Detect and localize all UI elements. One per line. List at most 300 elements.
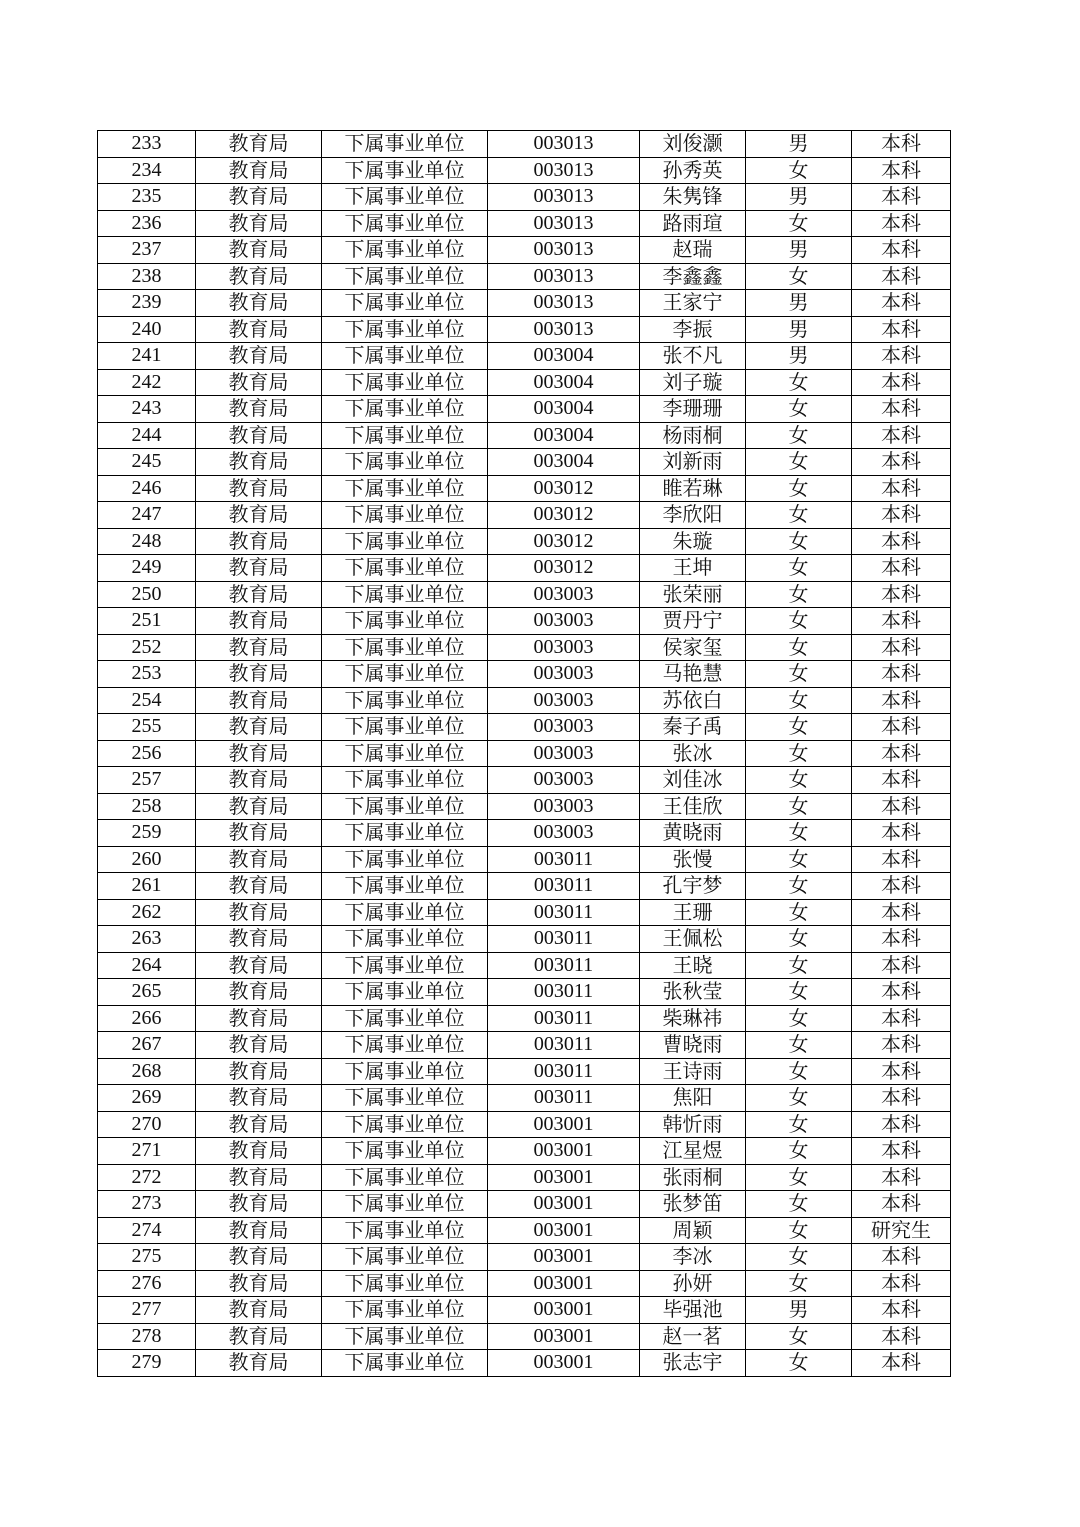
table-row [98,316,951,343]
education-cell: 本科 [852,1032,951,1059]
table-row [98,1032,951,1059]
gender-cell: 女 [746,396,852,423]
gender-cell: 女 [746,661,852,688]
position-code-cell: 003003 [488,634,640,661]
serial-number-cell: 252 [98,634,196,661]
serial-number-cell: 266 [98,1005,196,1032]
department-cell: 教育局 [196,1005,322,1032]
department-cell: 教育局 [196,528,322,555]
serial-number-cell: 261 [98,873,196,900]
name-cell: 王坤 [640,555,746,582]
gender-cell: 女 [746,714,852,741]
gender-cell: 女 [746,581,852,608]
name-cell: 朱璇 [640,528,746,555]
name-cell: 孔宇梦 [640,873,746,900]
position-code-cell: 003001 [488,1138,640,1165]
position-code-cell: 003013 [488,316,640,343]
position-code-cell: 003003 [488,793,640,820]
department-cell: 教育局 [196,952,322,979]
table-row [98,873,951,900]
name-cell: 赵一茗 [640,1323,746,1350]
table-row [98,661,951,688]
education-cell: 本科 [852,714,951,741]
education-cell: 本科 [852,793,951,820]
education-cell: 本科 [852,475,951,502]
department-cell: 教育局 [196,687,322,714]
name-cell: 刘子璇 [640,369,746,396]
education-cell: 本科 [852,502,951,529]
gender-cell: 女 [746,1032,852,1059]
name-cell: 侯家玺 [640,634,746,661]
table-row [98,502,951,529]
department-cell: 教育局 [196,369,322,396]
department-cell: 教育局 [196,290,322,317]
unit-type-cell: 下属事业单位 [322,979,488,1006]
department-cell: 教育局 [196,1191,322,1218]
position-code-cell: 003011 [488,846,640,873]
department-cell: 教育局 [196,157,322,184]
name-cell: 李冰 [640,1244,746,1271]
department-cell: 教育局 [196,1297,322,1324]
table-row [98,343,951,370]
education-cell: 本科 [852,316,951,343]
name-cell: 韩忻雨 [640,1111,746,1138]
serial-number-cell: 276 [98,1270,196,1297]
unit-type-cell: 下属事业单位 [322,502,488,529]
unit-type-cell: 下属事业单位 [322,396,488,423]
unit-type-cell: 下属事业单位 [322,422,488,449]
gender-cell: 男 [746,343,852,370]
table-row [98,1191,951,1218]
name-cell: 张慢 [640,846,746,873]
serial-number-cell: 267 [98,1032,196,1059]
gender-cell: 女 [746,1244,852,1271]
position-code-cell: 003011 [488,873,640,900]
department-cell: 教育局 [196,1217,322,1244]
gender-cell: 女 [746,1164,852,1191]
unit-type-cell: 下属事业单位 [322,1323,488,1350]
department-cell: 教育局 [196,979,322,1006]
education-cell: 本科 [852,661,951,688]
department-cell: 教育局 [196,502,322,529]
position-code-cell: 003011 [488,899,640,926]
position-code-cell: 003003 [488,820,640,847]
gender-cell: 女 [746,475,852,502]
gender-cell: 女 [746,687,852,714]
unit-type-cell: 下属事业单位 [322,1191,488,1218]
table-row [98,1323,951,1350]
department-cell: 教育局 [196,608,322,635]
education-cell: 本科 [852,237,951,264]
serial-number-cell: 265 [98,979,196,1006]
education-cell: 本科 [852,1164,951,1191]
unit-type-cell: 下属事业单位 [322,634,488,661]
serial-number-cell: 237 [98,237,196,264]
unit-type-cell: 下属事业单位 [322,793,488,820]
name-cell: 王诗雨 [640,1058,746,1085]
gender-cell: 女 [746,767,852,794]
unit-type-cell: 下属事业单位 [322,1005,488,1032]
table-row [98,1350,951,1377]
gender-cell: 女 [746,793,852,820]
education-cell: 本科 [852,1085,951,1112]
name-cell: 王珊 [640,899,746,926]
unit-type-cell: 下属事业单位 [322,926,488,953]
position-code-cell: 003003 [488,661,640,688]
gender-cell: 女 [746,1085,852,1112]
department-cell: 教育局 [196,316,322,343]
serial-number-cell: 250 [98,581,196,608]
table-row [98,210,951,237]
education-cell: 本科 [852,263,951,290]
table-row [98,1138,951,1165]
table-row [98,131,951,158]
table-row [98,237,951,264]
gender-cell: 女 [746,555,852,582]
education-cell: 本科 [852,290,951,317]
name-cell: 贾丹宁 [640,608,746,635]
gender-cell: 女 [746,634,852,661]
education-cell: 本科 [852,1111,951,1138]
department-cell: 教育局 [196,899,322,926]
unit-type-cell: 下属事业单位 [322,555,488,582]
unit-type-cell: 下属事业单位 [322,1217,488,1244]
name-cell: 黄晓雨 [640,820,746,847]
table-row [98,422,951,449]
position-code-cell: 003011 [488,1032,640,1059]
unit-type-cell: 下属事业单位 [322,1111,488,1138]
gender-cell: 女 [746,926,852,953]
unit-type-cell: 下属事业单位 [322,1138,488,1165]
position-code-cell: 003001 [488,1323,640,1350]
serial-number-cell: 270 [98,1111,196,1138]
position-code-cell: 003001 [488,1350,640,1377]
gender-cell: 女 [746,1323,852,1350]
serial-number-cell: 253 [98,661,196,688]
unit-type-cell: 下属事业单位 [322,1085,488,1112]
name-cell: 杨雨桐 [640,422,746,449]
table-row [98,608,951,635]
education-cell: 本科 [852,343,951,370]
gender-cell: 女 [746,263,852,290]
serial-number-cell: 235 [98,184,196,211]
unit-type-cell: 下属事业单位 [322,263,488,290]
table-row [98,767,951,794]
gender-cell: 女 [746,952,852,979]
department-cell: 教育局 [196,1058,322,1085]
position-code-cell: 003011 [488,1005,640,1032]
unit-type-cell: 下属事业单位 [322,1270,488,1297]
education-cell: 本科 [852,846,951,873]
serial-number-cell: 238 [98,263,196,290]
gender-cell: 女 [746,528,852,555]
table-row [98,555,951,582]
position-code-cell: 003013 [488,237,640,264]
name-cell: 王晓 [640,952,746,979]
serial-number-cell: 255 [98,714,196,741]
unit-type-cell: 下属事业单位 [322,343,488,370]
serial-number-cell: 243 [98,396,196,423]
unit-type-cell: 下属事业单位 [322,449,488,476]
unit-type-cell: 下属事业单位 [322,237,488,264]
table-row [98,1085,951,1112]
position-code-cell: 003012 [488,502,640,529]
gender-cell: 女 [746,369,852,396]
education-cell: 本科 [852,979,951,1006]
gender-cell: 女 [746,820,852,847]
education-cell: 本科 [852,449,951,476]
education-cell: 本科 [852,1058,951,1085]
table-row [98,1111,951,1138]
education-cell: 本科 [852,767,951,794]
education-cell: 本科 [852,157,951,184]
position-code-cell: 003003 [488,767,640,794]
serial-number-cell: 236 [98,210,196,237]
unit-type-cell: 下属事业单位 [322,581,488,608]
department-cell: 教育局 [196,1164,322,1191]
department-cell: 教育局 [196,873,322,900]
table-row [98,1217,951,1244]
position-code-cell: 003004 [488,369,640,396]
position-code-cell: 003011 [488,1058,640,1085]
education-cell: 本科 [852,131,951,158]
name-cell: 张雨桐 [640,1164,746,1191]
department-cell: 教育局 [196,1111,322,1138]
department-cell: 教育局 [196,926,322,953]
department-cell: 教育局 [196,1270,322,1297]
unit-type-cell: 下属事业单位 [322,131,488,158]
gender-cell: 女 [746,979,852,1006]
roster-table-body [98,131,951,1377]
unit-type-cell: 下属事业单位 [322,290,488,317]
unit-type-cell: 下属事业单位 [322,661,488,688]
table-row [98,475,951,502]
gender-cell: 女 [746,899,852,926]
department-cell: 教育局 [196,131,322,158]
position-code-cell: 003011 [488,1085,640,1112]
unit-type-cell: 下属事业单位 [322,740,488,767]
position-code-cell: 003012 [488,555,640,582]
table-row [98,184,951,211]
name-cell: 路雨瑄 [640,210,746,237]
department-cell: 教育局 [196,634,322,661]
position-code-cell: 003003 [488,740,640,767]
table-row [98,952,951,979]
department-cell: 教育局 [196,422,322,449]
gender-cell: 男 [746,1297,852,1324]
serial-number-cell: 262 [98,899,196,926]
name-cell: 张秋莹 [640,979,746,1006]
table-row [98,1297,951,1324]
serial-number-cell: 269 [98,1085,196,1112]
serial-number-cell: 248 [98,528,196,555]
serial-number-cell: 241 [98,343,196,370]
department-cell: 教育局 [196,210,322,237]
education-cell: 本科 [852,396,951,423]
roster-table [97,130,951,1377]
gender-cell: 女 [746,1058,852,1085]
education-cell: 本科 [852,1244,951,1271]
unit-type-cell: 下属事业单位 [322,1297,488,1324]
unit-type-cell: 下属事业单位 [322,157,488,184]
education-cell: 本科 [852,1270,951,1297]
gender-cell: 女 [746,873,852,900]
position-code-cell: 003001 [488,1217,640,1244]
unit-type-cell: 下属事业单位 [322,714,488,741]
education-cell: 本科 [852,1191,951,1218]
name-cell: 秦子禹 [640,714,746,741]
name-cell: 王佳欣 [640,793,746,820]
gender-cell: 女 [746,608,852,635]
serial-number-cell: 233 [98,131,196,158]
department-cell: 教育局 [196,793,322,820]
serial-number-cell: 239 [98,290,196,317]
unit-type-cell: 下属事业单位 [322,1164,488,1191]
name-cell: 江星煜 [640,1138,746,1165]
table-row [98,634,951,661]
position-code-cell: 003012 [488,528,640,555]
education-cell: 本科 [852,184,951,211]
table-row [98,740,951,767]
table-row [98,528,951,555]
department-cell: 教育局 [196,1323,322,1350]
education-cell: 本科 [852,899,951,926]
education-cell: 本科 [852,820,951,847]
education-cell: 本科 [852,210,951,237]
education-cell: 本科 [852,1323,951,1350]
serial-number-cell: 274 [98,1217,196,1244]
serial-number-cell: 278 [98,1323,196,1350]
position-code-cell: 003001 [488,1164,640,1191]
name-cell: 柴琳祎 [640,1005,746,1032]
serial-number-cell: 254 [98,687,196,714]
education-cell: 本科 [852,1138,951,1165]
unit-type-cell: 下属事业单位 [322,184,488,211]
gender-cell: 男 [746,184,852,211]
department-cell: 教育局 [196,846,322,873]
serial-number-cell: 273 [98,1191,196,1218]
position-code-cell: 003013 [488,263,640,290]
department-cell: 教育局 [196,263,322,290]
serial-number-cell: 244 [98,422,196,449]
name-cell: 孙秀英 [640,157,746,184]
serial-number-cell: 259 [98,820,196,847]
gender-cell: 女 [746,1111,852,1138]
serial-number-cell: 271 [98,1138,196,1165]
gender-cell: 女 [746,422,852,449]
department-cell: 教育局 [196,396,322,423]
department-cell: 教育局 [196,184,322,211]
name-cell: 刘俊灏 [640,131,746,158]
name-cell: 李珊珊 [640,396,746,423]
education-cell: 本科 [852,1297,951,1324]
education-cell: 研究生 [852,1217,951,1244]
education-cell: 本科 [852,952,951,979]
position-code-cell: 003011 [488,926,640,953]
table-row [98,714,951,741]
position-code-cell: 003013 [488,210,640,237]
name-cell: 刘佳冰 [640,767,746,794]
department-cell: 教育局 [196,1244,322,1271]
position-code-cell: 003004 [488,396,640,423]
gender-cell: 女 [746,1005,852,1032]
unit-type-cell: 下属事业单位 [322,687,488,714]
name-cell: 李鑫鑫 [640,263,746,290]
unit-type-cell: 下属事业单位 [322,1350,488,1377]
serial-number-cell: 240 [98,316,196,343]
name-cell: 刘新雨 [640,449,746,476]
table-row [98,926,951,953]
position-code-cell: 003003 [488,687,640,714]
serial-number-cell: 279 [98,1350,196,1377]
department-cell: 教育局 [196,555,322,582]
department-cell: 教育局 [196,1032,322,1059]
serial-number-cell: 264 [98,952,196,979]
serial-number-cell: 249 [98,555,196,582]
position-code-cell: 003011 [488,952,640,979]
unit-type-cell: 下属事业单位 [322,1032,488,1059]
serial-number-cell: 260 [98,846,196,873]
department-cell: 教育局 [196,449,322,476]
name-cell: 张冰 [640,740,746,767]
education-cell: 本科 [852,1005,951,1032]
education-cell: 本科 [852,687,951,714]
gender-cell: 男 [746,290,852,317]
name-cell: 赵瑞 [640,237,746,264]
serial-number-cell: 256 [98,740,196,767]
position-code-cell: 003013 [488,290,640,317]
name-cell: 焦阳 [640,1085,746,1112]
position-code-cell: 003003 [488,608,640,635]
name-cell: 周颖 [640,1217,746,1244]
unit-type-cell: 下属事业单位 [322,1058,488,1085]
education-cell: 本科 [852,608,951,635]
unit-type-cell: 下属事业单位 [322,1244,488,1271]
name-cell: 张荣丽 [640,581,746,608]
position-code-cell: 003013 [488,184,640,211]
gender-cell: 女 [746,502,852,529]
table-row [98,899,951,926]
gender-cell: 女 [746,1270,852,1297]
unit-type-cell: 下属事业单位 [322,899,488,926]
table-row [98,449,951,476]
position-code-cell: 003001 [488,1244,640,1271]
table-row [98,687,951,714]
unit-type-cell: 下属事业单位 [322,873,488,900]
department-cell: 教育局 [196,661,322,688]
unit-type-cell: 下属事业单位 [322,820,488,847]
department-cell: 教育局 [196,237,322,264]
education-cell: 本科 [852,1350,951,1377]
name-cell: 马艳慧 [640,661,746,688]
department-cell: 教育局 [196,740,322,767]
department-cell: 教育局 [196,1350,322,1377]
gender-cell: 女 [746,210,852,237]
serial-number-cell: 234 [98,157,196,184]
department-cell: 教育局 [196,475,322,502]
position-code-cell: 003001 [488,1191,640,1218]
table-row [98,396,951,423]
unit-type-cell: 下属事业单位 [322,952,488,979]
education-cell: 本科 [852,873,951,900]
position-code-cell: 003001 [488,1297,640,1324]
name-cell: 曹晓雨 [640,1032,746,1059]
position-code-cell: 003003 [488,714,640,741]
name-cell: 毕强池 [640,1297,746,1324]
serial-number-cell: 257 [98,767,196,794]
position-code-cell: 003013 [488,131,640,158]
education-cell: 本科 [852,369,951,396]
